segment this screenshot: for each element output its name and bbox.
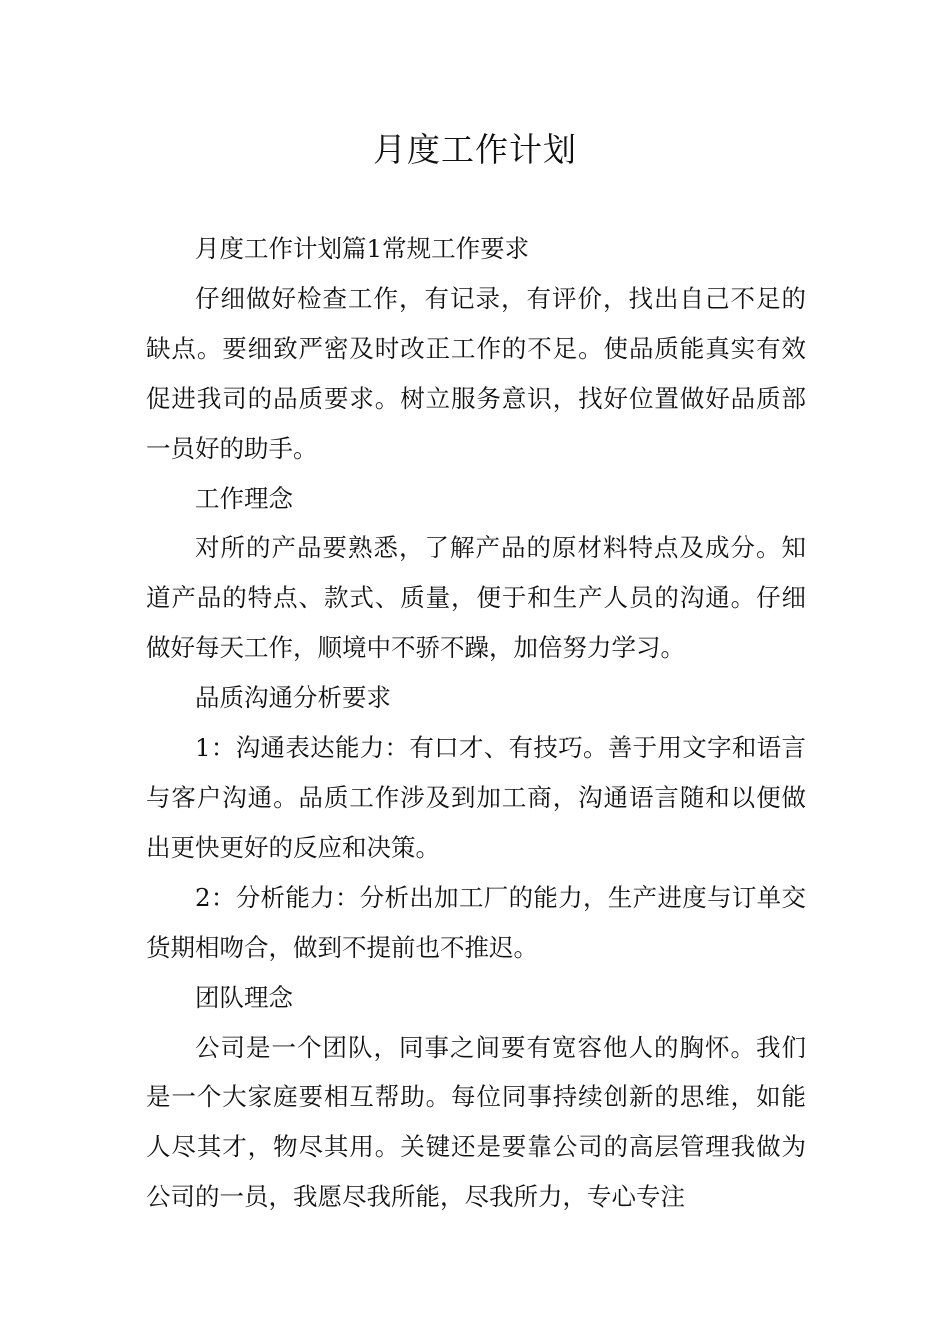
paragraph-heading-work-philosophy: 工作理念 (195, 483, 293, 513)
paragraph-analysis-ability: 2：分析能力：分析出加工厂的能力，生产进度与订单交货期相吻合，做到不提前也不推迟。 (146, 882, 806, 962)
paragraph-work-philosophy: 对所的产品要熟悉，了解产品的原材料特点及成分。知道产品的特点、款式、质量，便于和生产人员的沟通。仔细做好每天工作，顺境中不骄不躁，加倍努力学习。 (146, 533, 806, 663)
paragraph-work-requirements: 仔细做好检查工作，有记录，有评价，找出自己不足的缺点。要细致严密及时改正工作的不足。使品质能真实有效促进我司的品质要求。树立服务意识，找好位置做好品质部一员好的助手。 (146, 283, 806, 463)
paragraph-communication-ability: 1：沟通表达能力：有口才、有技巧。善于用文字和语言与客户沟通。品质工作涉及到加工商，沟通语言随和以便做出更快更好的反应和决策。 (146, 733, 806, 862)
paragraph-heading-1: 月度工作计划篇1常规工作要求 (195, 234, 530, 263)
document-title: 月度工作计划 (373, 130, 577, 169)
document-body (146, 224, 806, 1222)
paragraph-heading-quality-communication: 品质沟通分析要求 (195, 683, 391, 713)
paragraph-team-philosophy: 公司是一个团队，同事之间要有宽容他人的胸怀。我们是一个大家庭要相互帮助。每位同事持续创新的思维，如能人尽其才，物尽其用。关键还是要靠公司的高层管理我做为公司的一员，我愿尽我所能，尽我所力，专心专注 (146, 1032, 806, 1212)
paragraph-heading-team-philosophy: 团队理念 (195, 982, 293, 1012)
